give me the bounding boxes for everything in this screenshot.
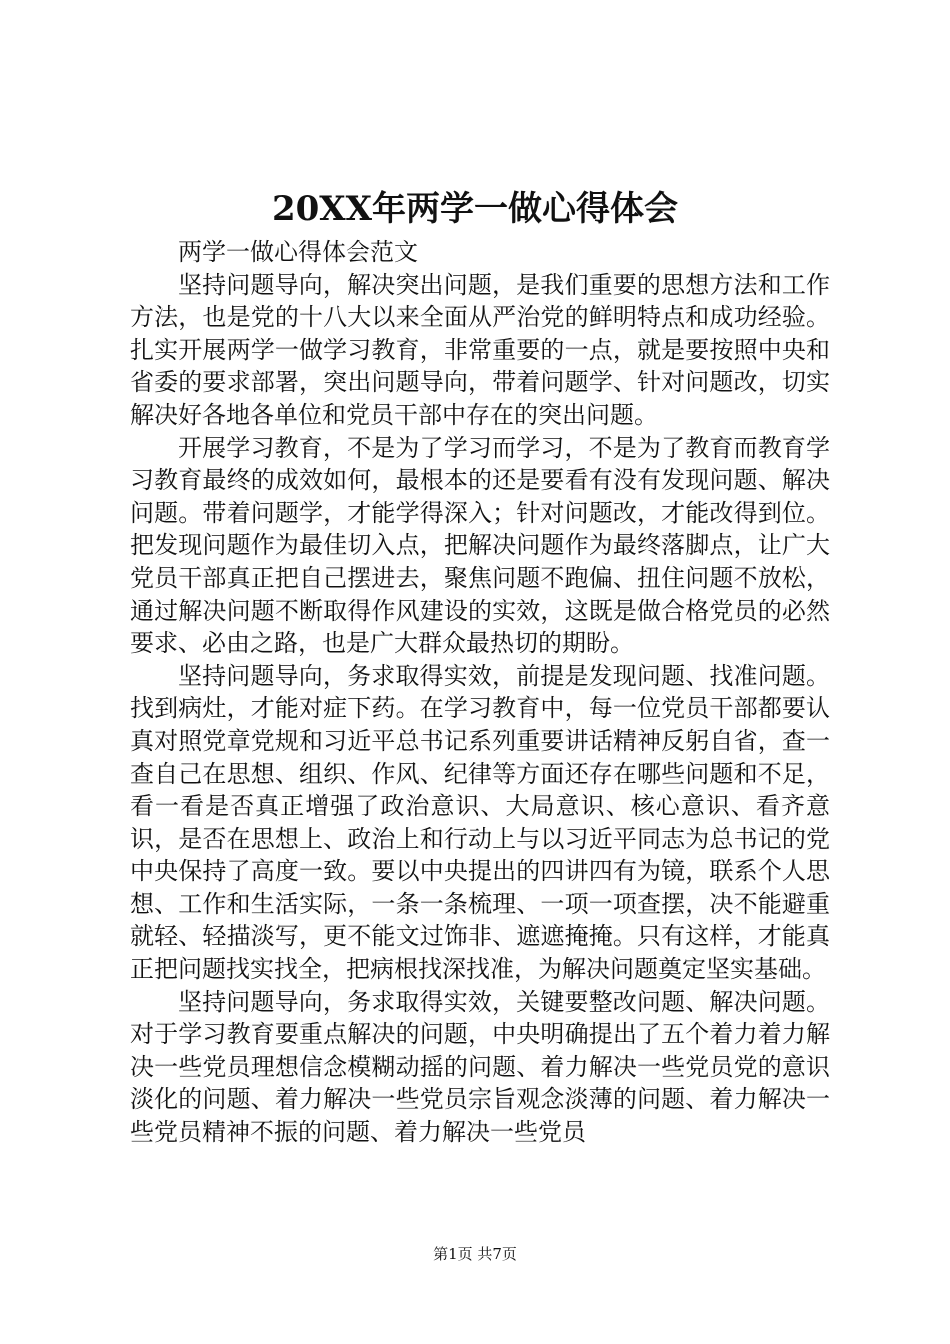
paragraph: 坚持问题导向，务求取得实效，前提是发现问题、找准问题。找到病灶，才能对症下药。在学习教育中，每一位党员干部都要认真对照党章党规和习近平总书记系列重要讲话精神反躬自省，查一查自己在思想、组织、作风、纪律等方面还存在哪些问题和不足，看一看是否真正增强了政治意识、大局意识、核心意识、看齐意识，是否在思想上、政治上和行动上与以习近平同志为总书记的党中央保持了高度一致。要以中央提出的四讲四有为镜，联系个人思想、工作和生活实际，一条一条梳理、一项一项查摆，决不能避重就轻、轻描淡写，更不能文过饰非、遮遮掩掩。只有这样，才能真正把问题找实找全，把病根找深找准，为解决问题奠定坚实基础。	[130, 661, 830, 984]
paragraph: 坚持问题导向，解决突出问题，是我们重要的思想方法和工作方法，也是党的十八大以来全面从严治党的鲜明特点和成功经验。扎实开展两学一做学习教育，非常重要的一点，就是要按照中央和省委的要求部署，突出问题导向，带着问题学、针对问题改，切实解决好各地各单位和党员干部中存在的突出问题。	[130, 270, 830, 429]
document-body	[130, 236, 830, 1149]
page-number-footer: 第1页 共7页	[433, 1245, 517, 1263]
document-title: 20XX年两学一做心得体会	[271, 189, 679, 229]
paragraph: 坚持问题导向，务求取得实效，关键要整改问题、解决问题。对于学习教育要重点解决的问题，中央明确提出了五个着力着力解决一些党员理想信念模糊动摇的问题、着力解决一些党员党的意识淡化的问题、着力解决一些党员宗旨观念淡薄的问题、着力解决一些党员精神不振的问题、着力解决一些党员	[130, 987, 830, 1147]
paragraph-subtitle: 两学一做心得体会范文	[178, 238, 418, 266]
paragraph: 开展学习教育，不是为了学习而学习，不是为了教育而教育学习教育最终的成效如何，最根本的还是要看有没有发现问题、解决问题。带着问题学，才能学得深入；针对问题改，才能改得到位。把发现问题作为最佳切入点，把解决问题作为最终落脚点，让广大党员干部真正把自己摆进去，聚焦问题不跑偏、扭住问题不放松，通过解决问题不断取得作风建设的实效，这既是做合格党员的必然要求、必由之路，也是广大群众最热切的期盼。	[130, 433, 830, 658]
